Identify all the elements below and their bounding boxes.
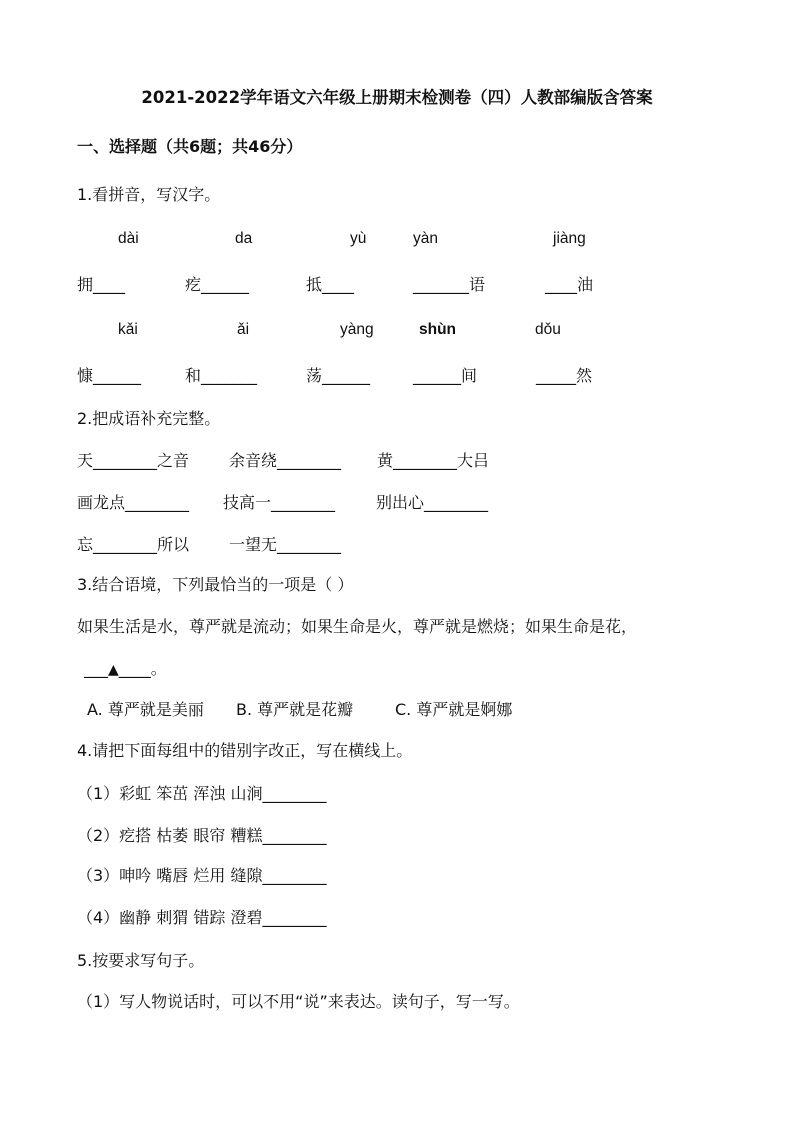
pinyin: dài [118, 230, 139, 247]
fill-blank-item: 疙______ [185, 275, 250, 294]
correction-item: （4）幽静 刺猬 错踪 澄碧________ [77, 908, 327, 927]
fill-blank-item: 拥____ [77, 275, 126, 294]
pinyin: dǒu [535, 321, 561, 338]
pinyin: da [235, 230, 253, 247]
question-5-sub1: （1）写人物说话时，可以不用“说”来表达。读句子，写一写。 [77, 992, 520, 1011]
fill-blank-item: ______间 [413, 366, 478, 385]
fill-blank-item: 慷______ [77, 366, 142, 385]
question-1-prompt: 1.看拼音，写汉字。 [77, 185, 221, 204]
fill-blank-item: ____油 [545, 275, 594, 294]
option-c: C. 尊严就是婀娜 [395, 700, 513, 719]
option-b: B. 尊严就是花瓣 [236, 700, 354, 719]
idiom-item: 画龙点________ [77, 493, 190, 512]
fill-blank-item: 抵____ [306, 275, 355, 294]
question-3-sentence: 如果生活是水，尊严就是流动；如果生命是火，尊严就是燃烧；如果生命是花， [77, 617, 638, 636]
idiom-item: 黄________大吕 [377, 451, 490, 470]
pinyin: yàng [340, 321, 374, 338]
pinyin: shùn [419, 321, 457, 338]
correction-item: （1）彩虹 笨茁 浑浊 山涧________ [77, 784, 327, 803]
correction-item: （2）疙搭 枯萎 眼帘 糟糕________ [77, 826, 327, 845]
pinyin: ǎi [237, 321, 250, 338]
fill-blank-item: 和_______ [185, 366, 258, 385]
pinyin: jiàng [553, 230, 586, 247]
idiom-item: 别出心________ [376, 493, 489, 512]
question-4-prompt: 4.请把下面每组中的错别字改正，写在横线上。 [77, 741, 413, 760]
answer-blank: ___▲____。 [84, 659, 167, 678]
page-title: 2021-2022学年语文六年级上册期末检测卷（四）人教部编版含答案 [141, 88, 653, 107]
correction-item: （3）呻吟 嘴唇 烂用 缝隙________ [77, 866, 327, 885]
option-a: A. 尊严就是美丽 [87, 700, 204, 719]
pinyin: kǎi [118, 321, 138, 338]
section-heading: 一、选择题（共6题；共46分） [77, 137, 303, 156]
idiom-item: 一望无________ [229, 535, 342, 554]
pinyin: yù [350, 230, 367, 247]
question-5-prompt: 5.按要求写句子。 [77, 951, 205, 970]
triangle-marker: ▲ [108, 662, 119, 678]
idiom-item: 天________之音 [77, 451, 190, 470]
fill-blank-item: _______语 [413, 275, 486, 294]
idiom-item: 余音绕________ [229, 451, 342, 470]
question-2-prompt: 2.把成语补充完整。 [77, 409, 221, 428]
fill-blank-item: _____然 [536, 366, 593, 385]
idiom-item: 忘________所以 [77, 535, 190, 554]
fill-blank-item: 荡______ [306, 366, 371, 385]
idiom-item: 技高一________ [223, 493, 336, 512]
question-3-prompt: 3.结合语境，下列最恰当的一项是（ ） [77, 575, 354, 594]
pinyin: yàn [413, 230, 438, 247]
